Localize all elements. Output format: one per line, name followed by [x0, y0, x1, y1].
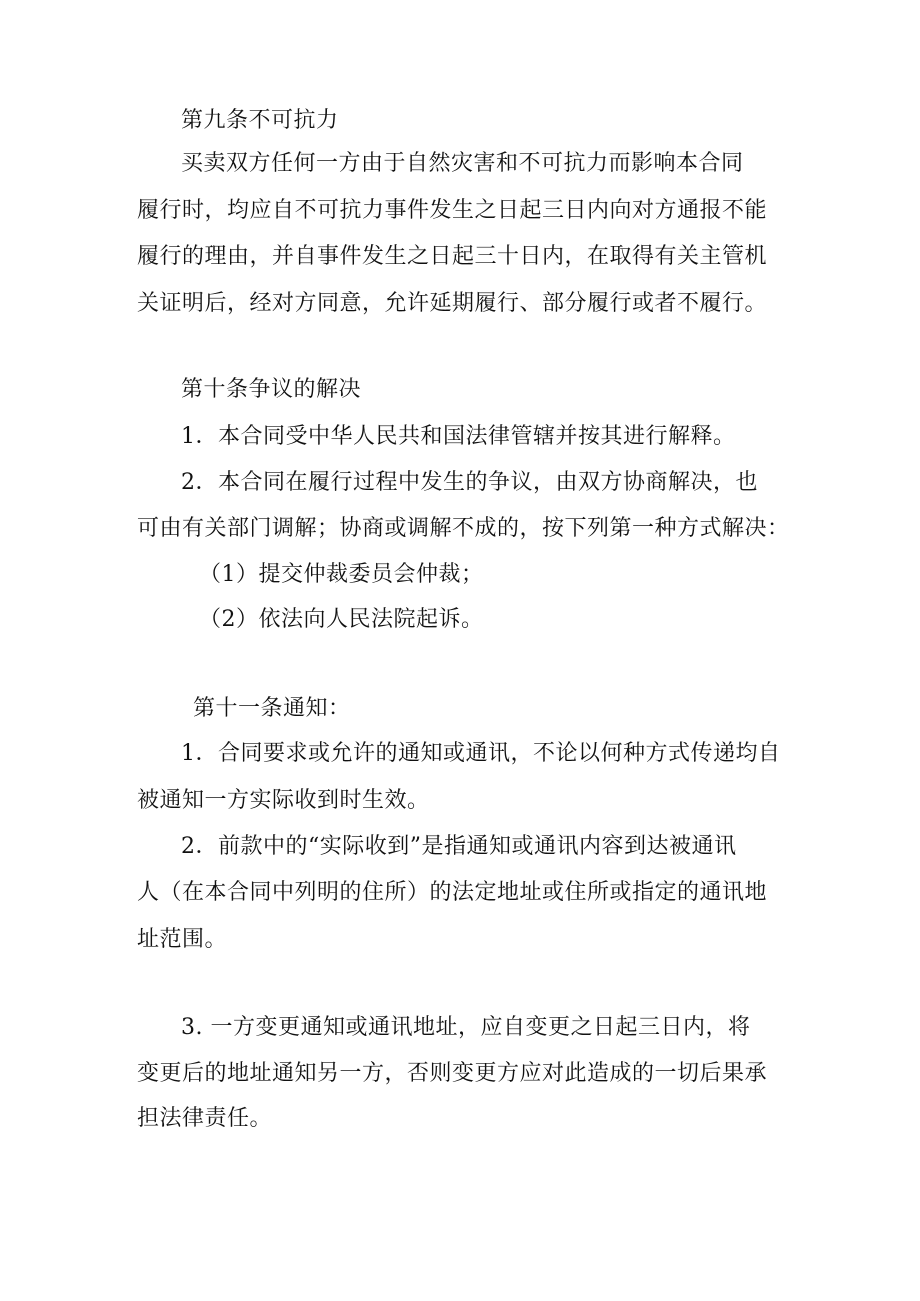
article-11-heading: 第十一条通知： — [193, 696, 351, 721]
paragraph-line: 履行的理由，并自事件发生之日起三十日内，在取得有关主管机 — [137, 244, 768, 269]
paragraph-line: 买卖双方任何一方由于自然灾害和不可抗力而影响本合同 — [181, 151, 744, 176]
article-10-heading: 第十条争议的解决 — [181, 377, 362, 402]
paragraph-line: 2．前款中的“实际收到”是指通知或通讯内容到达被通讯 — [181, 834, 737, 859]
paragraph-line: 担法律责任。 — [137, 1106, 273, 1131]
paragraph-line: 1．合同要求或允许的通知或通讯，不论以何种方式传递均自 — [181, 741, 781, 766]
paragraph-line: 址范围。 — [137, 927, 228, 952]
paragraph-line: 变更后的地址通知另一方，否则变更方应对此造成的一切后果承 — [137, 1061, 768, 1086]
option-line: （1）提交仲裁委员会仲裁； — [199, 562, 484, 587]
paragraph-line: 人（在本合同中列明的住所）的法定地址或住所或指定的通讯地 — [137, 880, 768, 905]
paragraph-line: 1．本合同受中华人民共和国法律管辖并按其进行解释。 — [181, 424, 736, 449]
paragraph-line: 关证明后，经对方同意，允许延期履行、部分履行或者不履行。 — [137, 291, 768, 316]
option-line: （2）依法向人民法院起诉。 — [199, 607, 484, 632]
paragraph-line: 被通知一方实际收到时生效。 — [137, 788, 430, 813]
paragraph-line: 3. 一方变更通知或通讯地址，应自变更之日起三日内，将 — [181, 1015, 751, 1040]
paragraph-line: 2．本合同在履行过程中发生的争议，由双方协商解决，也 — [181, 470, 758, 495]
paragraph-line: 履行时，均应自不可抗力事件发生之日起三日内向对方通报不能 — [137, 198, 768, 223]
paragraph-line: 可由有关部门调解；协商或调解不成的，按下列第一种方式解决： — [137, 516, 790, 541]
article-9-heading: 第九条不可抗力 — [181, 108, 339, 133]
